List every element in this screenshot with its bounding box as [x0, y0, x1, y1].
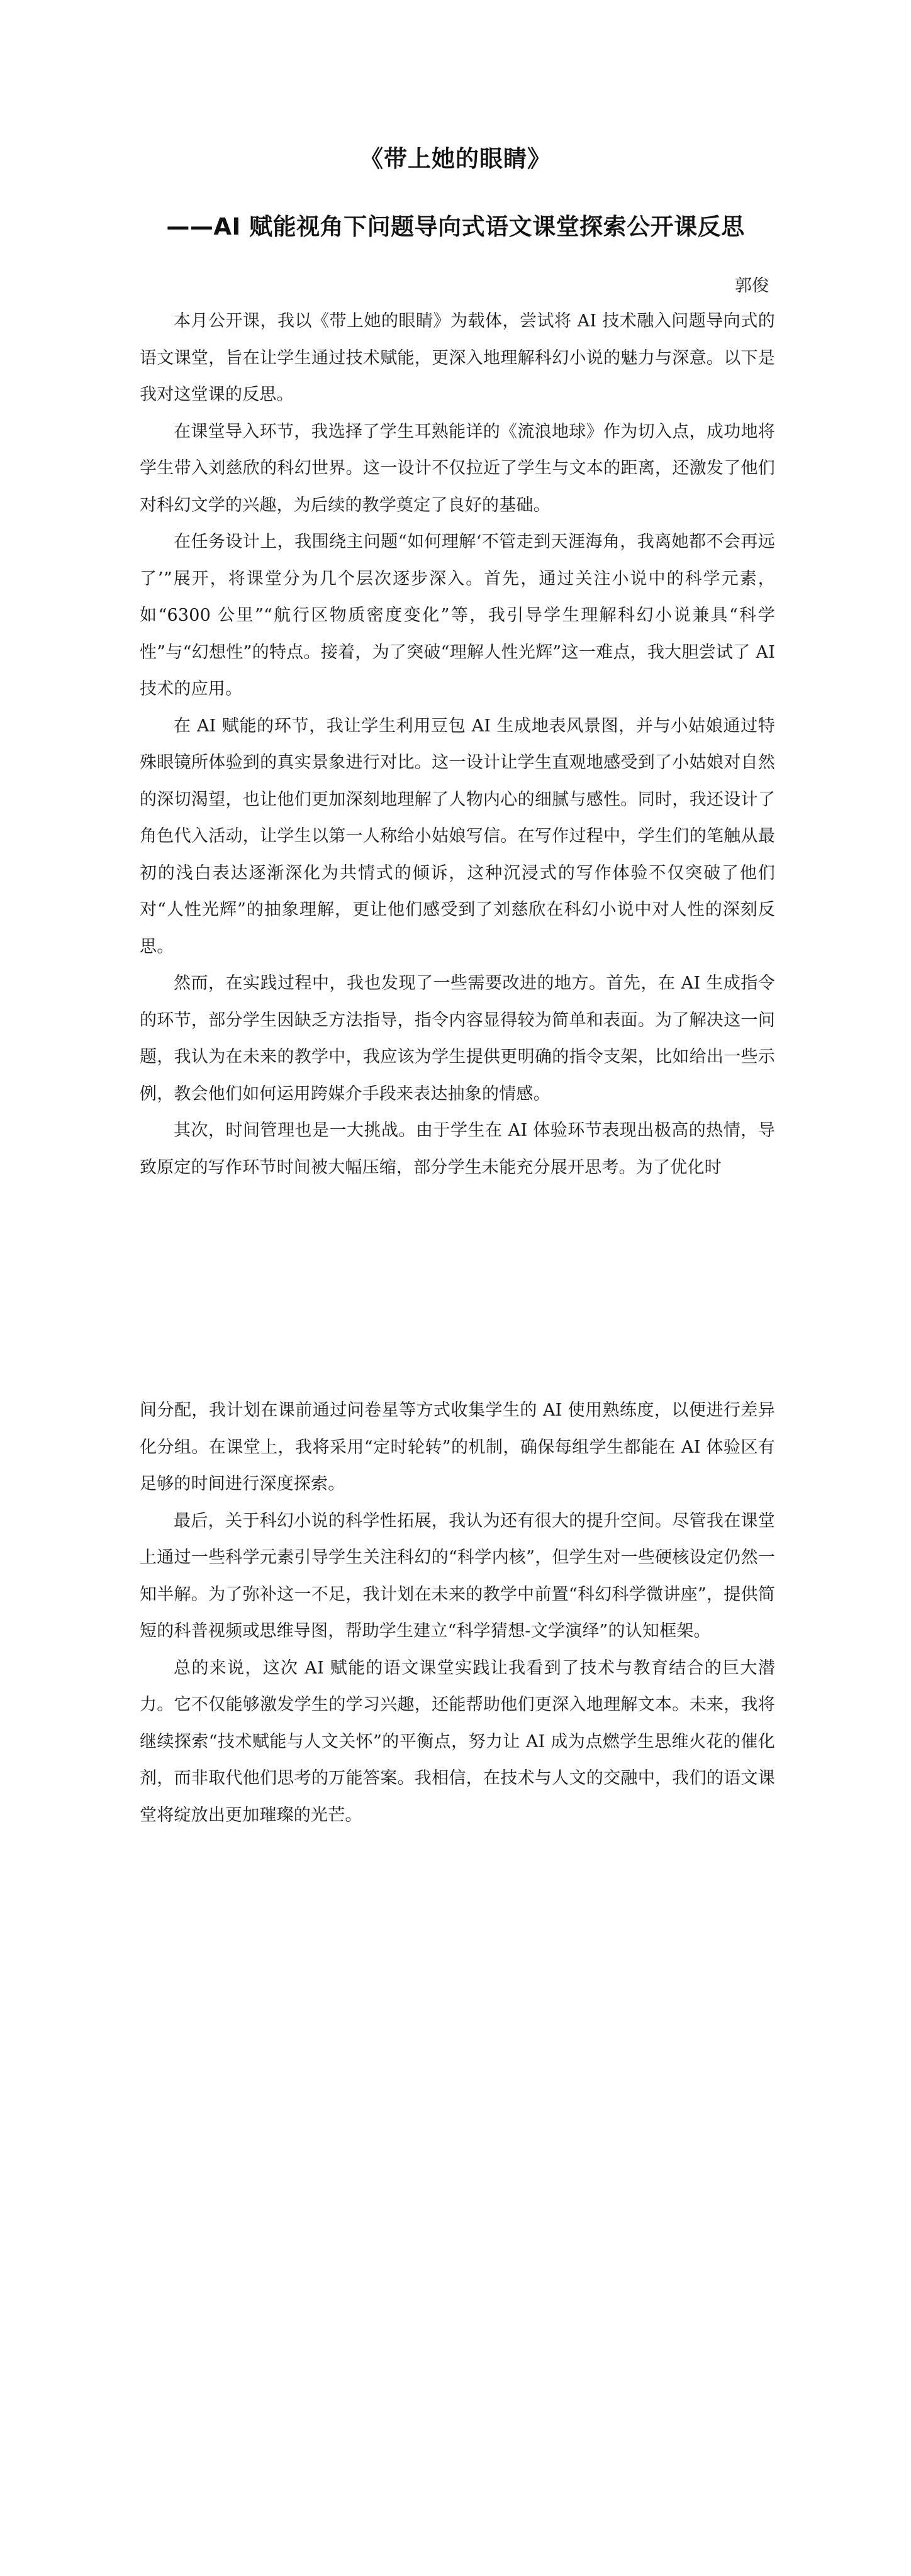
author-name: 郭俊	[735, 276, 769, 296]
paragraph-task-design: 在任务设计上，我围绕主问题“如何理解‘不管走到天涯海角，我离她都不会再远了’”展开，将课堂分为几个层次逐步深入。首先，通过关注小说中的科学元素，如“6300 公里”“航行区物质密度变化”等，我引导学生理解科幻小说兼具“科学性”与“幻想性”的特点。接着，为了突破“理解人性光辉”这一难点，我大胆尝试了 AI 技术的应用。	[140, 532, 775, 699]
paragraph-time-management-continued: 间分配，我计划在课前通过问卷星等方式收集学生的 AI 使用熟练度，以便进行差异化分组。在课堂上，我将采用“定时轮转”的机制，确保每组学生都能在 AI 体验区有足够的时间进行深度探索。	[140, 1401, 775, 1494]
paragraph-conclusion: 总的来说，这次 AI 赋能的语文课堂实践让我看到了技术与教育结合的巨大潜力。它不仅能够激发学生的学习兴趣，还能帮助他们更深入地理解文本。未来，我将继续探索“技术赋能与人文关怀”的平衡点，努力让 AI 成为点燃学生思维火花的催化剂，而非取代他们思考的万能答案。我相信，在技术与人文的交融中，我们的语文课堂将绽放出更加璀璨的光芒。	[140, 1658, 775, 1825]
paragraph-intro: 本月公开课，我以《带上她的眼睛》为载体，尝试将 AI 技术融入问题导向式的语文课堂，旨在让学生通过技术赋能，更深入地理解科幻小说的魅力与深意。以下是我对这堂课的反思。	[140, 311, 775, 404]
document-subtitle: ——AI 赋能视角下问题导向式语文课堂探索公开课反思	[166, 213, 745, 240]
body-text-lower	[140, 1392, 775, 1834]
document-title: 《带上她的眼睛》	[360, 145, 551, 172]
paragraph-improvements: 然而，在实践过程中，我也发现了一些需要改进的地方。首先，在 AI 生成指令的环节，部分学生因缺乏方法指导，指令内容显得较为简单和表面。为了解决这一问题，我认为在未来的教学中，我应该为学生提供更明确的指令支架，比如给出一些示例，教会他们如何运用跨媒介手段来表达抽象的情感。	[140, 974, 775, 1104]
paragraph-science-extension: 最后，关于科幻小说的科学性拓展，我认为还有很大的提升空间。尽管我在课堂上通过一些科学元素引导学生关注科幻的“科学内核”，但学生对一些硬核设定仍然一知半解。为了弥补这一不足，我计划在未来的教学中前置“科幻科学微讲座”，提供简短的科普视频或思维导图，帮助学生建立“科学猜想-文学演绎”的认知框架。	[140, 1511, 775, 1641]
paragraph-time-management: 其次，时间管理也是一大挑战。由于学生在 AI 体验环节表现出极高的热情，导致原定的写作环节时间被大幅压缩，部分学生未能充分展开思考。为了优化时	[140, 1121, 775, 1177]
paragraph-lead-in: 在课堂导入环节，我选择了学生耳熟能详的《流浪地球》作为切入点，成功地将学生带入刘慈欣的科幻世界。这一设计不仅拉近了学生与文本的距离，还激发了他们对科幻文学的兴趣，为后续的教学奠定了良好的基础。	[140, 421, 775, 515]
body-text-upper	[140, 303, 775, 1186]
paragraph-ai-empowerment: 在 AI 赋能的环节，我让学生利用豆包 AI 生成地表风景图，并与小姑娘通过特殊眼镜所体验到的真实景象进行对比。这一设计让学生直观地感受到了小姑娘对自然的深切渴望，也让他们更加深刻地理解了人物内心的细腻与感性。同时，我还设计了角色代入活动，让学生以第一人称给小姑娘写信。在写作过程中，学生们的笔触从最初的浅白表达逐渐深化为共情式的倾诉，这种沉浸式的写作体验不仅突破了他们对“人性光辉”的抽象理解，更让他们感受到了刘慈欣在科幻小说中对人性的深刻反思。	[140, 716, 775, 957]
